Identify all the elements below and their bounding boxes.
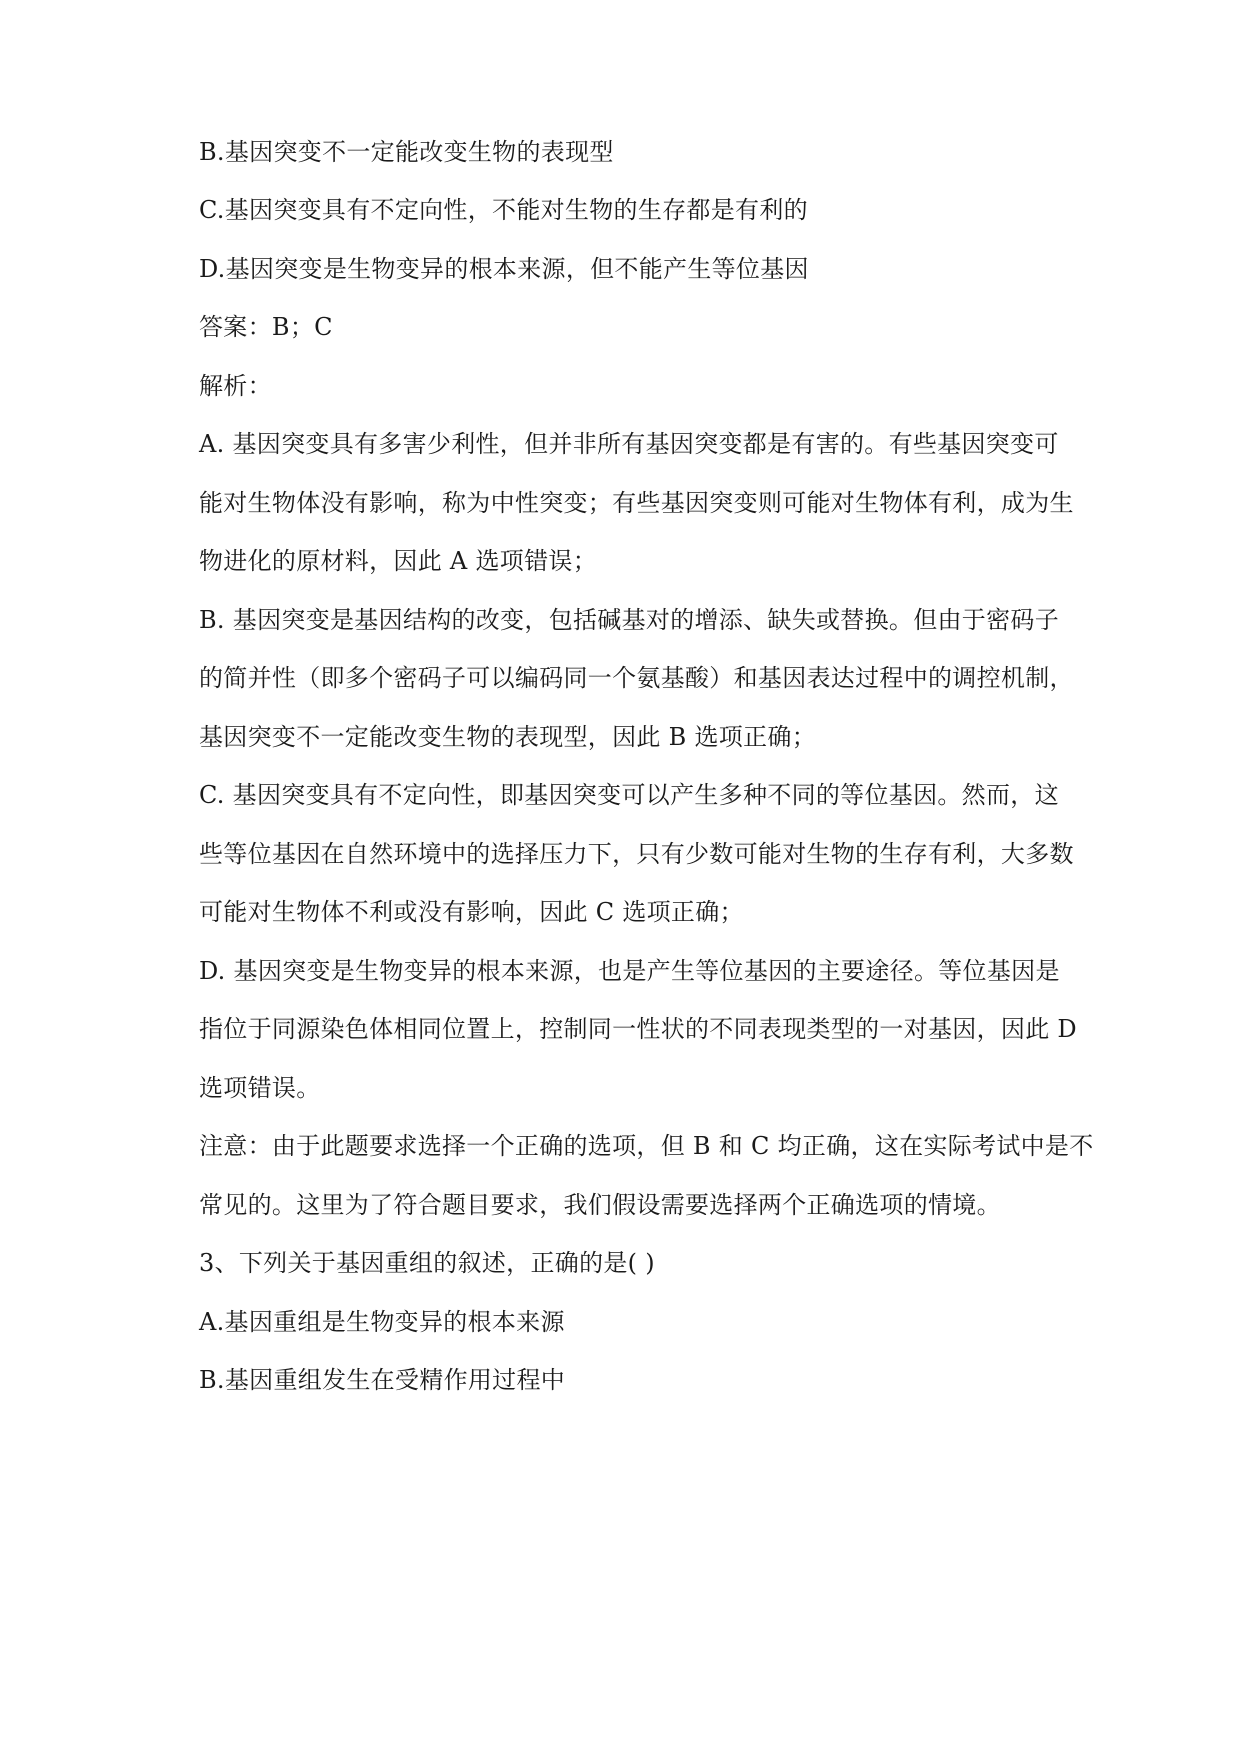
analysis-a-line-1: A. 基因突变具有多害少利性，但并非所有基因突变都是有害的。有些基因突变可 <box>199 430 1059 458</box>
option-b-line: B.基因突变不一定能改变生物的表现型 <box>199 138 614 166</box>
analysis-b-line-3: 基因突变不一定能改变生物的表现型，因此 B 选项正确； <box>199 723 816 751</box>
analysis-c-line-2: 些等位基因在自然环境中的选择压力下，只有少数可能对生物的生存有利，大多数 <box>199 840 1074 868</box>
analysis-a-line-3: 物进化的原材料，因此 A 选项错误； <box>199 547 597 575</box>
analysis-d-line-1: D. 基因突变是生物变异的根本来源，也是产生等位基因的主要途径。等位基因是 <box>199 957 1060 985</box>
analysis-a-line-2: 能对生物体没有影响，称为中性突变；有些基因突变则可能对生物体有利，成为生 <box>199 489 1074 517</box>
analysis-c-line-1: C. 基因突变具有不定向性，即基因突变可以产生多种不同的等位基因。然而，这 <box>199 781 1059 809</box>
question-3-option-b: B.基因重组发生在受精作用过程中 <box>199 1366 566 1394</box>
analysis-b-line-2: 的简并性（即多个密码子可以编码同一个氨基酸）和基因表达过程中的调控机制， <box>199 664 1074 692</box>
analysis-b-line-1: B. 基因突变是基因结构的改变，包括碱基对的增添、缺失或替换。但由于密码子 <box>199 606 1059 634</box>
question-3-option-a: A.基因重组是生物变异的根本来源 <box>199 1308 565 1336</box>
analysis-c-line-3: 可能对生物体不利或没有影响，因此 C 选项正确； <box>199 898 744 926</box>
answer-line: 答案：B；C <box>199 313 333 341</box>
analysis-d-line-3: 选项错误。 <box>199 1074 321 1102</box>
option-d-line: D.基因突变是生物变异的根本来源，但不能产生等位基因 <box>199 255 809 283</box>
analysis-heading: 解析： <box>199 372 272 400</box>
note-line-2: 常见的。这里为了符合题目要求，我们假设需要选择两个正确选项的情境。 <box>199 1191 1001 1219</box>
note-line-1: 注意：由于此题要求选择一个正确的选项，但 B 和 C 均正确，这在实际考试中是不 <box>199 1132 1094 1160</box>
option-c-line: C.基因突变具有不定向性，不能对生物的生存都是有利的 <box>199 196 808 224</box>
question-3-stem: 3、下列关于基因重组的叙述，正确的是( ) <box>199 1249 655 1277</box>
analysis-d-line-2: 指位于同源染色体相同位置上，控制同一性状的不同表现类型的一对基因，因此 D <box>199 1015 1077 1043</box>
